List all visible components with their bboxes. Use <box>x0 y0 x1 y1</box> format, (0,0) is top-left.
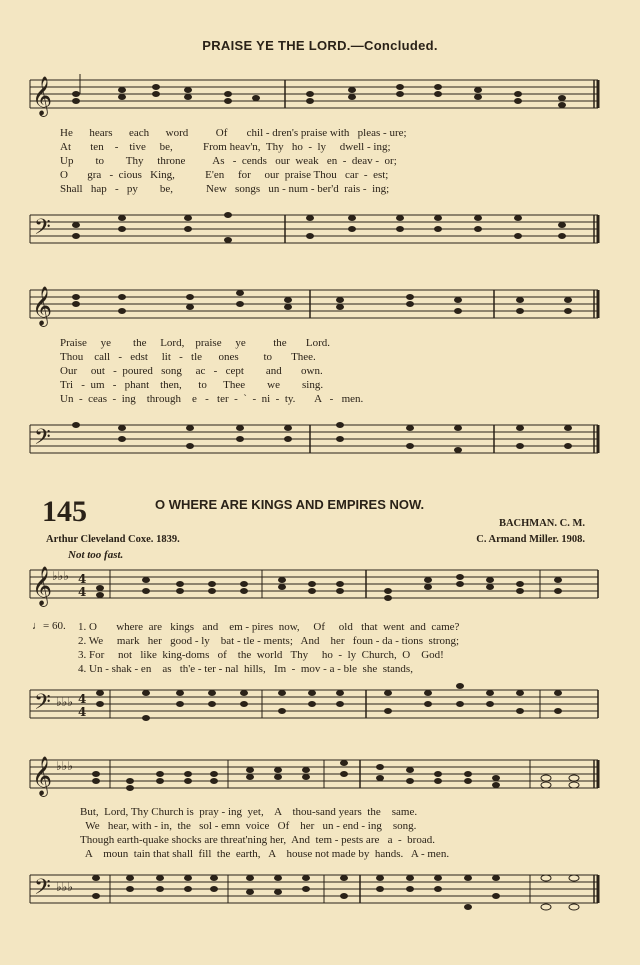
svg-text:𝄞: 𝄞 <box>32 76 53 116</box>
lyric-line: O gra - cious King, E'en for our praise Thou car - est; <box>60 169 389 181</box>
svg-text:4: 4 <box>78 692 87 706</box>
lyric-line: He hears each word Of chil - dren's praise with pleas - ure; <box>60 127 407 139</box>
hymn-number: 145 <box>42 495 87 528</box>
lyric-line: We hear, with - in, the sol - emn voice Of her un - end - ing song. <box>80 820 417 832</box>
system-1-lyrics <box>60 126 590 196</box>
system-4-bass-staff <box>0 865 640 925</box>
lyric-line: A moun tain that shall fill the earth, A house not made by hands. A - men. <box>80 848 450 860</box>
system-3-bass-staff <box>0 680 640 740</box>
svg-text:♭♭♭: ♭♭♭ <box>56 695 73 709</box>
svg-text:4: 4 <box>78 585 87 599</box>
lyric-line: Shall hap - py be, New songs un - num - ber'd rais - ing; <box>60 183 390 195</box>
lyric-line: Thou call - edst lit - tle ones to Thee. <box>60 351 316 363</box>
author-year: 1839. <box>156 534 180 545</box>
lyric-line: 3. For not like king-doms of the world Thy ho - ly Church, O God! <box>78 649 444 661</box>
svg-text:4: 4 <box>78 705 87 719</box>
lyric-line: 4. Un - shak - en as th'e - ter - nal hills, Im - mov - a - ble she stands, <box>78 663 413 675</box>
svg-text:♭♭♭: ♭♭♭ <box>56 880 73 894</box>
svg-text:4: 4 <box>78 572 87 586</box>
system-2-bass-staff <box>0 415 640 475</box>
tune-name: BACHMAN. C. M. <box>498 518 585 529</box>
continued-title: PRAISE YE THE LORD.—Concluded. <box>202 38 438 53</box>
system-3-lyrics <box>78 620 593 676</box>
system-1-treble-staff <box>0 70 640 130</box>
svg-text:𝄞: 𝄞 <box>32 756 53 796</box>
lyric-line: Though earth-quake shocks are threat'ning her, And tem - pests are a - broad. <box>80 834 435 846</box>
tempo-marking: Not too fast. <box>68 549 124 561</box>
svg-text:♭♭♭: ♭♭♭ <box>52 569 69 583</box>
lyric-line: Tri - um - phant then, to Thee we sing. <box>60 379 324 391</box>
svg-text:𝄞: 𝄞 <box>32 286 53 326</box>
lyric-line: Praise ye the Lord, praise ye the Lord. <box>60 337 331 349</box>
lyric-line: Un - ceas - ing through e - ter - ` - ni - ty. A - men. <box>60 393 364 405</box>
system-2-treble-staff <box>0 280 640 340</box>
lyric-line: Up to Thy throne As - cends our weak en - deav - or; <box>60 155 397 167</box>
svg-text:♭♭♭: ♭♭♭ <box>56 759 73 773</box>
lyric-line: 2. We mark her good - ly bat - tle - ments; And her foun - da - tions strong; <box>78 635 460 647</box>
metronome-marking: ♩= 60. <box>32 620 66 632</box>
lyric-line: Our out - poured song ac - cept and own. <box>60 365 323 377</box>
hymn-title: O WHERE ARE KINGS AND EMPIRES NOW. <box>155 497 425 512</box>
lyric-line: But, Lord, Thy Church is pray - ing yet, A thou-sand years the same. <box>80 806 418 818</box>
svg-text:𝄢: 𝄢 <box>34 875 51 905</box>
svg-text:𝄢: 𝄢 <box>34 425 51 455</box>
system-2-lyrics <box>60 336 590 406</box>
svg-text:𝄢: 𝄢 <box>34 690 51 720</box>
system-1-bass-staff <box>0 205 640 265</box>
composer-year: 1908. <box>561 534 585 545</box>
svg-text:𝄢: 𝄢 <box>34 215 51 245</box>
composer-name: C. Armand Miller. <box>476 534 559 545</box>
lyric-line: 1. O where are kings and em - pires now, Of old that went and came? <box>78 621 460 633</box>
system-4-lyrics <box>80 805 595 861</box>
system-3-treble-staff <box>0 560 640 620</box>
svg-text:𝄞: 𝄞 <box>32 566 53 606</box>
system-4-treble-staff <box>0 750 640 810</box>
author-name: Arthur Cleveland Coxe. <box>46 534 154 545</box>
lyric-line: At ten - tive be, From heav'n, Thy ho - ly dwell - ing; <box>60 141 391 153</box>
